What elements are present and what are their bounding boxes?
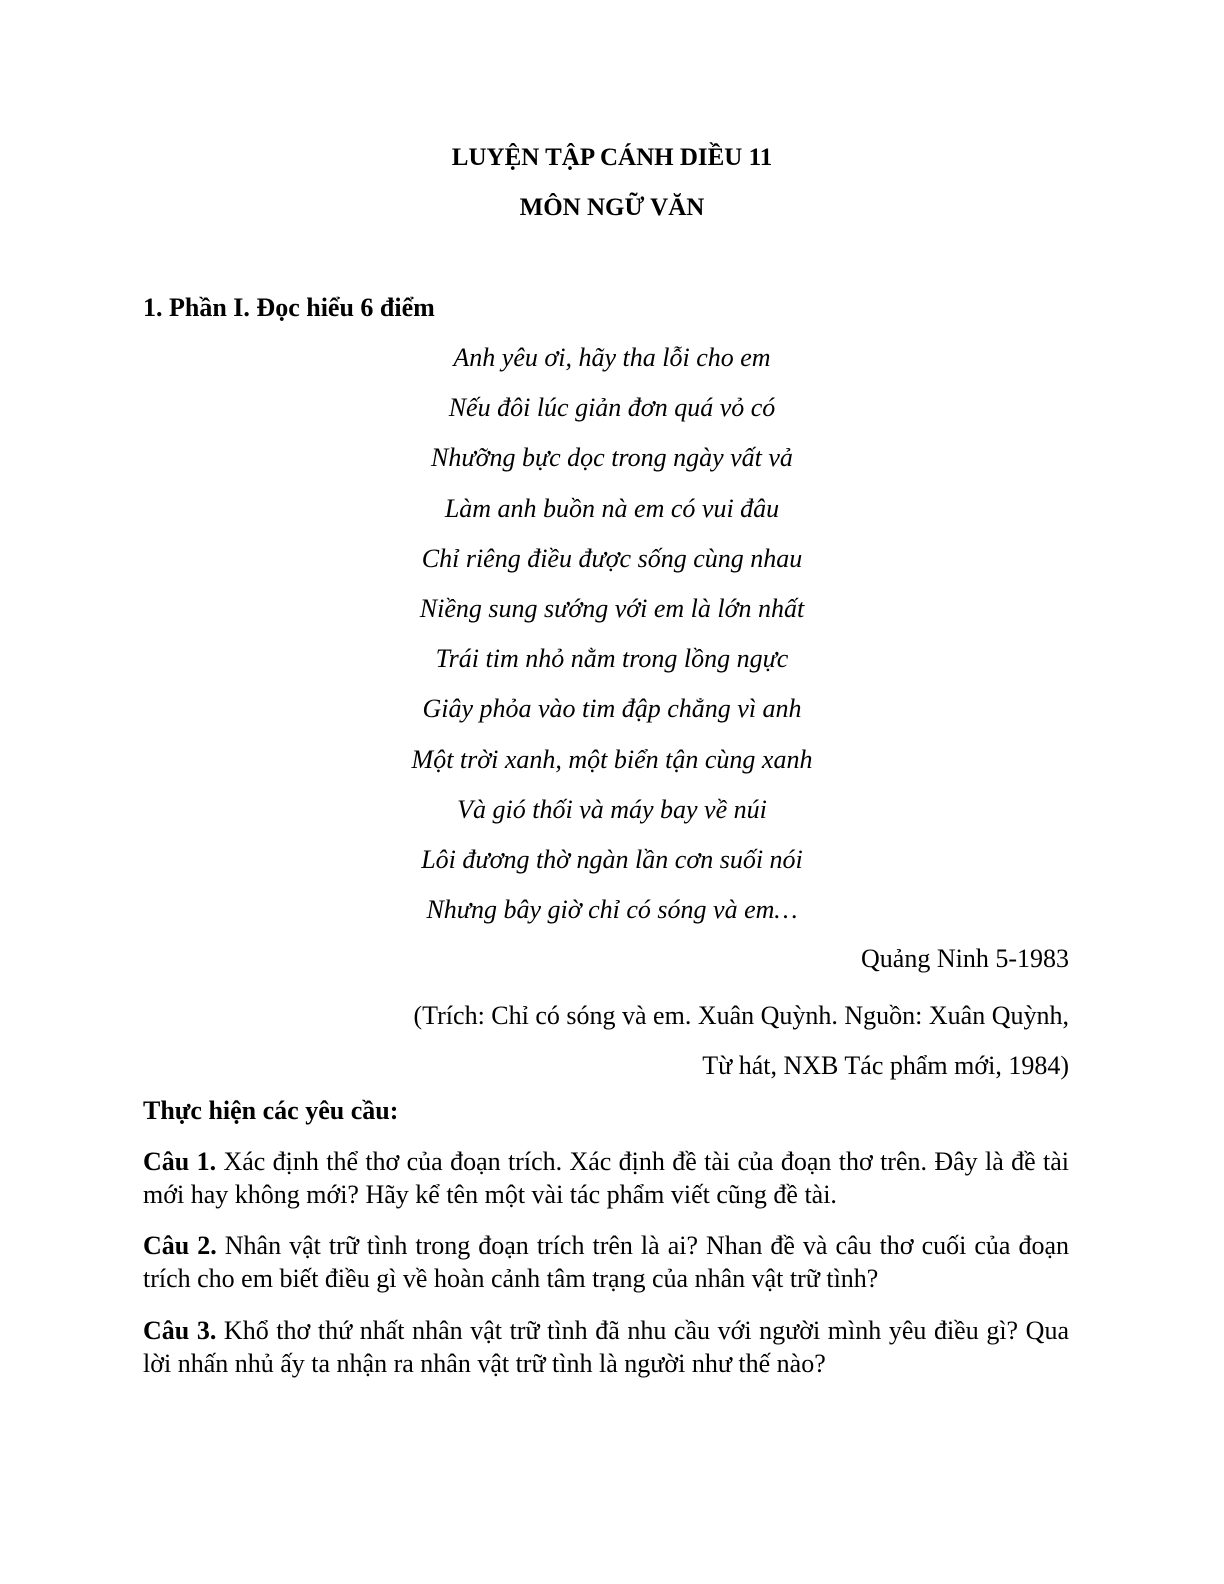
poem-line: Chỉ riêng điều được sống cùng nhau [421,543,803,573]
question-1 [143,1145,1069,1211]
poem-line: Giây phỏa vào tim đập chẳng vì anh [422,694,802,724]
poem-line: Nhưỡng bực dọc trong ngày vất vả [431,443,793,473]
poem-place-date: Quảng Ninh 5-1983 [861,944,1069,973]
poem-line: Anh yêu ơi, hãy tha lỗi cho em [453,343,771,372]
poem-line: Nhưng bây giờ chỉ có sóng và em… [426,895,798,925]
poem-line: Nếu đôi lúc giản đơn quá vỏ có [448,393,776,423]
document-title: LUYỆN TẬP CÁNH DIỀU 11 [451,144,773,171]
section-heading: 1. Phần I. Đọc hiểu 6 điểm [143,293,435,322]
question-label: Câu 3. [143,1316,217,1345]
question-text: Nhân vật trữ tình trong đoạn trích trên là ai? Nhan đề và câu thơ cuối của đoạn trích cho em biết điều gì về hoàn cảnh tâm trạng của nhân vật trữ tình? [143,1231,1069,1293]
document-subtitle: MÔN NGỮ VĂN [519,194,705,221]
instructions-heading: Thực hiện các yêu cầu: [143,1096,399,1125]
question-text: Xác định thể thơ của đoạn trích. Xác định đề tài của đoạn thơ trên. Đây là đề tài mới hay không mới? Hãy kể tên một vài tác phẩm viết cũng đề tài. [143,1147,1069,1209]
poem-line: Lôi đương thờ ngàn lần cơn suối nói [421,844,803,874]
poem-line: Một trời xanh, một biển tận cùng xanh [411,744,813,774]
poem-excerpt [0,340,1224,942]
poem-line: Niềng sung sướng với em là lớn nhất [419,593,805,623]
question-2 [143,1229,1069,1295]
question-label: Câu 2. [143,1231,217,1260]
poem-line: Làm anh buồn nà em có vui đâu [444,493,780,523]
question-label: Câu 1. [143,1147,217,1176]
poem-line: Trái tim nhỏ nằm trong lồng ngực [435,644,789,674]
question-text: Khổ thơ thứ nhất nhân vật trữ tình đã nhu cầu với người mình yêu điều gì? Qua lời nhấn nhủ ấy ta nhận ra nhân vật trữ tình là người như thế nào? [143,1316,1069,1378]
question-3 [143,1314,1069,1380]
poem-line: Và gió thối và máy bay về núi [457,794,767,824]
poem-source-citation: (Trích: Chỉ có sóng và em. Xuân Quỳnh. Nguồn: Xuân Quỳnh, Từ hát, NXB Tác phẩm mới, 1984) [413,1001,1069,1080]
